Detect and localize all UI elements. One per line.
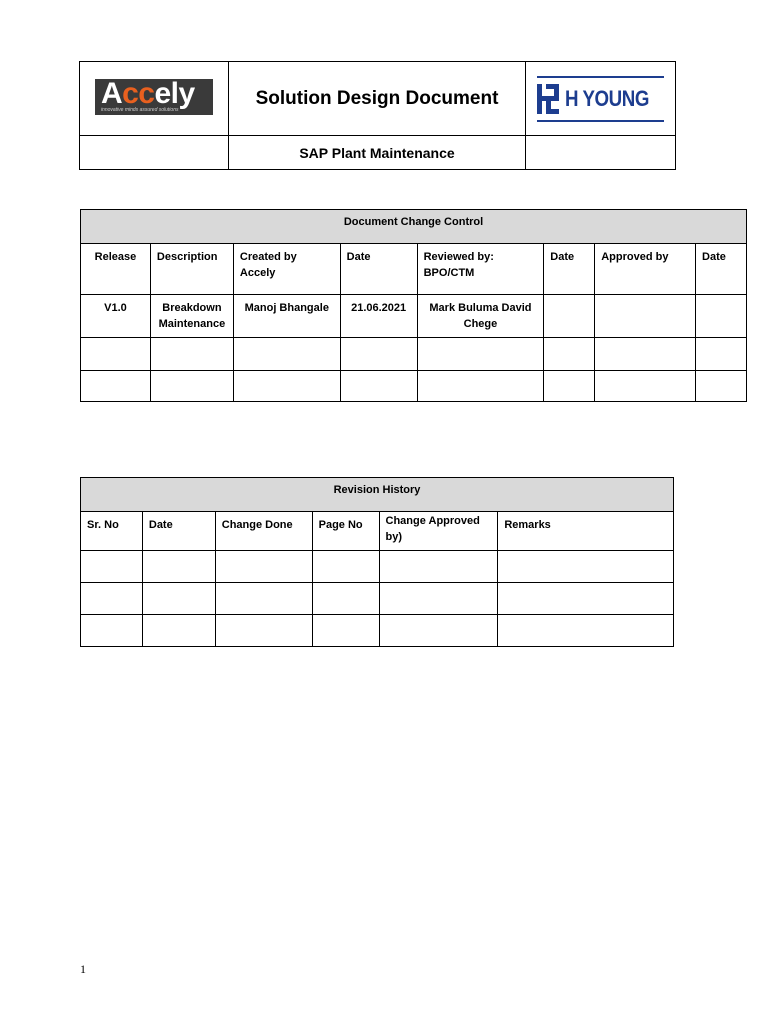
rev-header-change-approved-by: Change Approved by) <box>379 512 498 551</box>
dcc-cell <box>340 371 417 402</box>
rev-cell <box>379 583 498 615</box>
dcc-cell <box>81 338 151 371</box>
dcc-cell <box>696 371 747 402</box>
rev-cell <box>142 551 215 583</box>
document-header <box>79 61 676 170</box>
document-subtitle: SAP Plant Maintenance <box>228 136 525 170</box>
table-row <box>81 551 674 583</box>
dcc-cell <box>81 371 151 402</box>
dcc-header-release: Release <box>81 244 151 295</box>
dcc-cell <box>150 338 233 371</box>
rev-cell <box>142 615 215 647</box>
rev-cell <box>498 583 674 615</box>
dcc-header-approved-by: Approved by <box>595 244 696 295</box>
dcc-header-date: Date <box>340 244 417 295</box>
table-row <box>81 371 747 402</box>
dcc-cell <box>544 371 595 402</box>
rev-cell <box>498 615 674 647</box>
dcc-cell: 21.06.2021 <box>340 295 417 338</box>
dcc-header-approval-date: Date <box>696 244 747 295</box>
dcc-cell <box>595 371 696 402</box>
document-change-control-table <box>80 209 747 402</box>
rev-cell <box>215 583 312 615</box>
rev-cell <box>379 615 498 647</box>
rev-header-page-no: Page No <box>312 512 379 551</box>
dcc-cell <box>233 338 340 371</box>
dcc-header-review-date: Date <box>544 244 595 295</box>
accely-logo: Accely innovative minds assured solutions <box>95 79 213 115</box>
rev-header-sr-no: Sr. No <box>81 512 143 551</box>
rev-cell <box>312 583 379 615</box>
rev-header-change-done: Change Done <box>215 512 312 551</box>
table-row <box>81 338 747 371</box>
dcc-cell <box>595 338 696 371</box>
page-number: 1 <box>80 962 86 976</box>
rev-cell <box>312 551 379 583</box>
rev-header-date: Date <box>142 512 215 551</box>
dcc-cell <box>150 371 233 402</box>
dcc-cell: Breakdown Maintenance <box>150 295 233 338</box>
dcc-header-created-by: Created by Accely <box>233 244 340 295</box>
dcc-cell: Mark Buluma David Chege <box>417 295 544 338</box>
dcc-cell <box>544 338 595 371</box>
dcc-cell <box>340 338 417 371</box>
revision-history-table <box>80 477 674 647</box>
rev-cell <box>215 615 312 647</box>
rev-cell <box>215 551 312 583</box>
revision-history-caption: Revision History <box>81 478 674 512</box>
accely-logo-cell <box>80 62 229 136</box>
rev-cell <box>379 551 498 583</box>
dcc-cell: Manoj Bhangale <box>233 295 340 338</box>
hyoung-mark-icon <box>537 84 559 114</box>
hyoung-logo-cell <box>526 62 676 136</box>
dcc-cell <box>417 338 544 371</box>
rev-cell <box>312 615 379 647</box>
hyoung-logo: H YOUNG <box>537 76 664 122</box>
table-row <box>81 583 674 615</box>
dcc-header-reviewed-by: Reviewed by: BPO/CTM <box>417 244 544 295</box>
rev-cell <box>142 583 215 615</box>
rev-cell <box>81 615 143 647</box>
dcc-cell <box>595 295 696 338</box>
rev-cell <box>81 551 143 583</box>
dcc-cell <box>233 371 340 402</box>
dcc-cell <box>696 338 747 371</box>
table-row <box>81 615 674 647</box>
rev-cell <box>81 583 143 615</box>
table-row <box>81 295 747 338</box>
dcc-header-description: Description <box>150 244 233 295</box>
header-empty-cell-left <box>80 136 229 170</box>
header-empty-cell-right <box>526 136 676 170</box>
rev-cell <box>498 551 674 583</box>
dcc-caption: Document Change Control <box>81 210 747 244</box>
document-title: Solution Design Document <box>228 62 525 136</box>
dcc-cell <box>544 295 595 338</box>
dcc-cell: V1.0 <box>81 295 151 338</box>
rev-header-remarks: Remarks <box>498 512 674 551</box>
dcc-cell <box>417 371 544 402</box>
dcc-cell <box>696 295 747 338</box>
